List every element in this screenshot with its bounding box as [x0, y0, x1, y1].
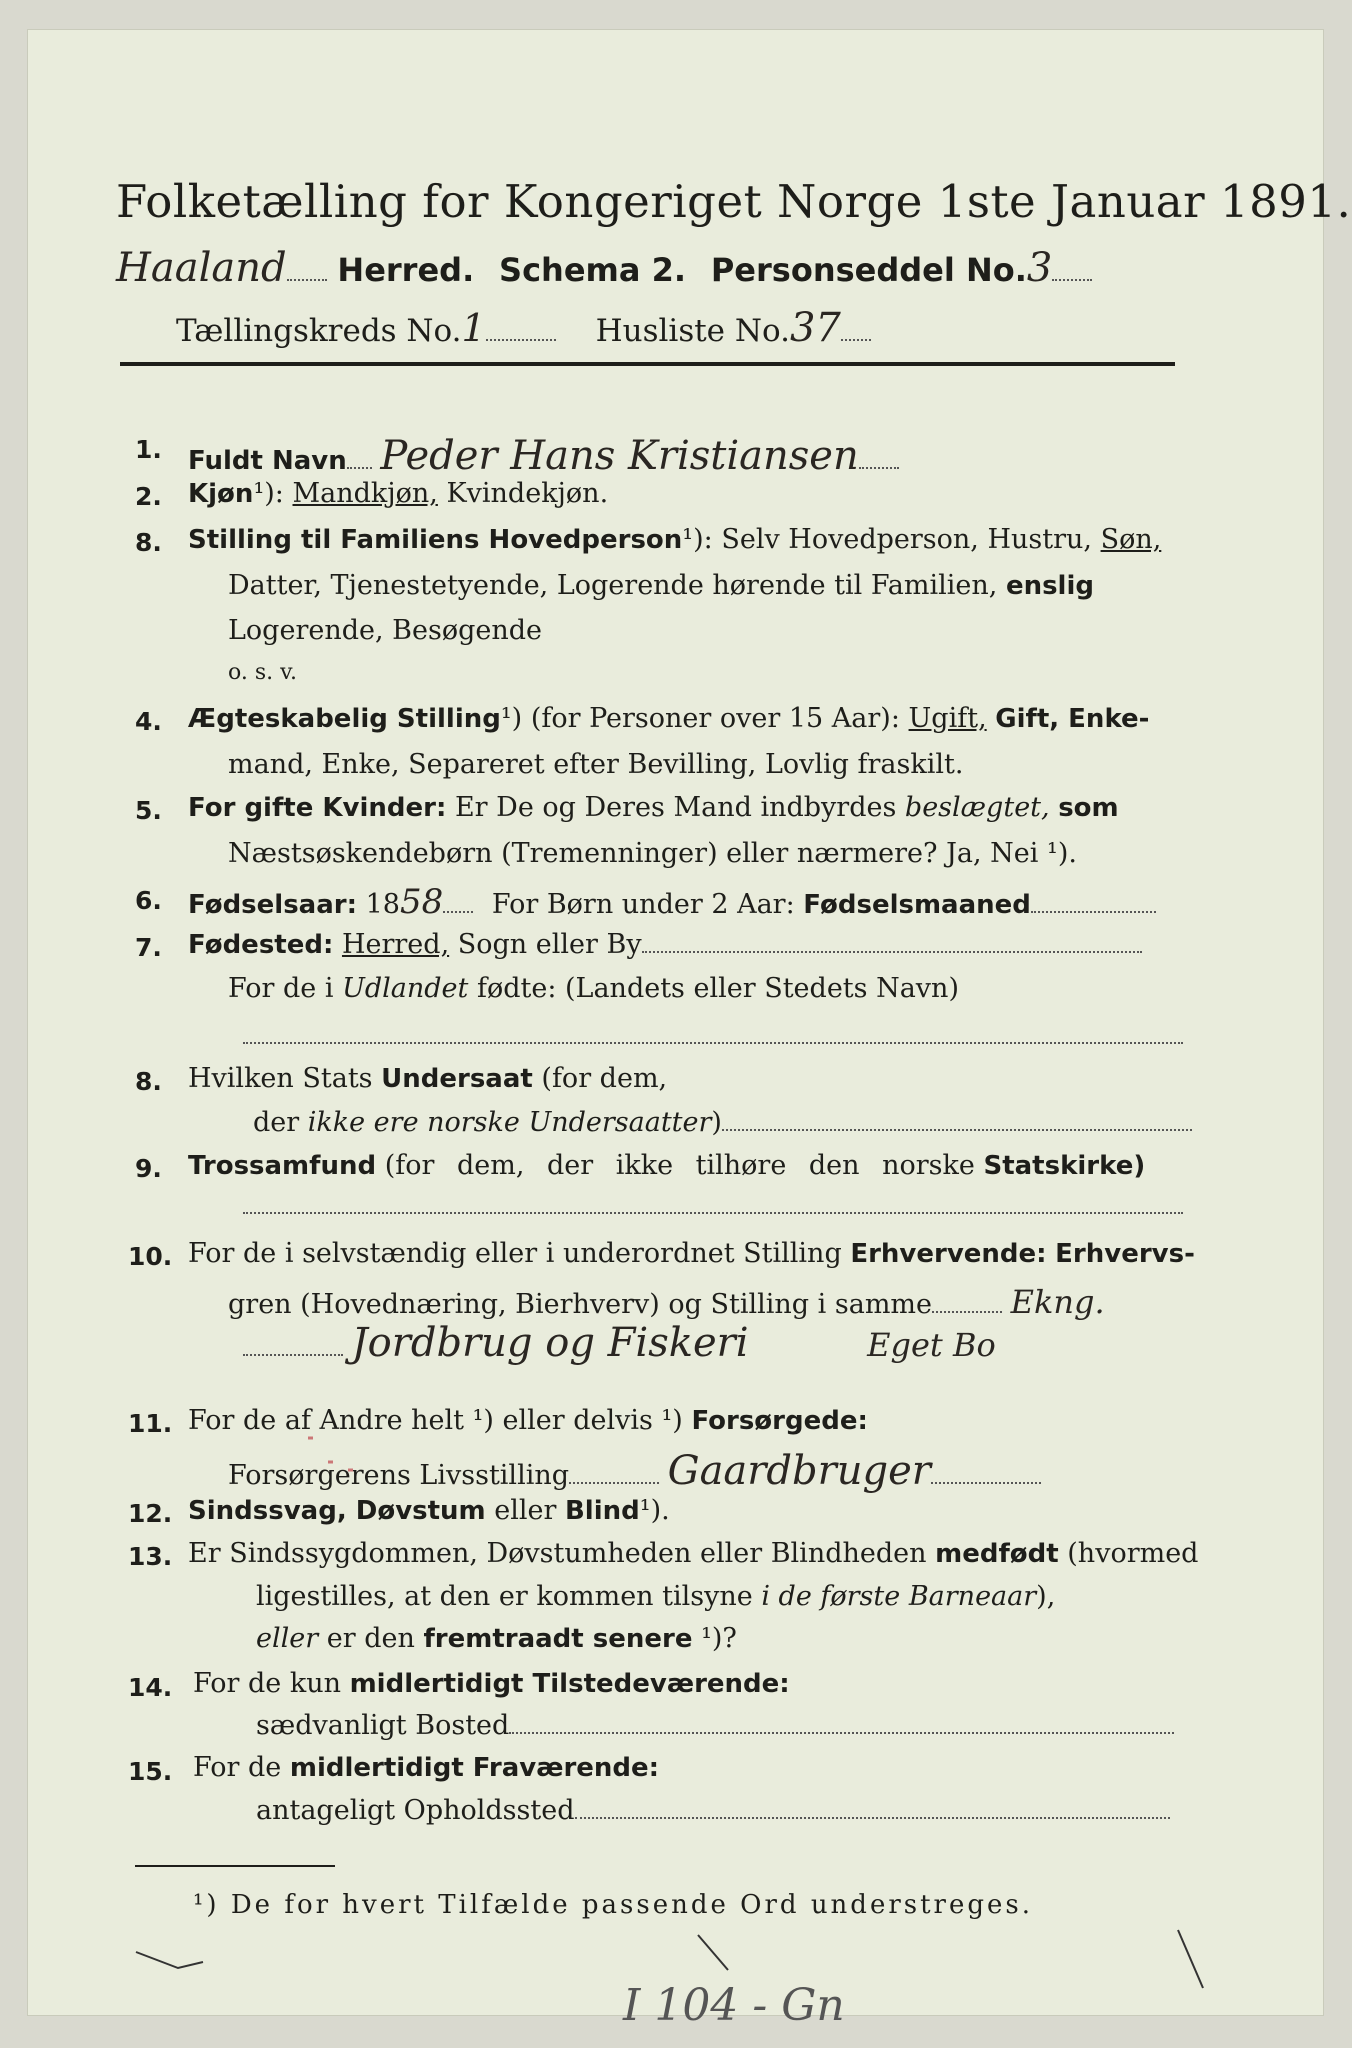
- q8-text-2b: ikke ere norske Undersaatter: [307, 1107, 712, 1138]
- schema-label: Schema 2.: [499, 251, 687, 289]
- q10-hand-3: Eget Bo: [867, 1326, 996, 1364]
- q7-text-2a: For de i: [228, 973, 334, 1004]
- q7-text-2b: Udlandet: [342, 973, 469, 1004]
- q6-text-2: For Børn under 2 Aar:: [491, 889, 795, 920]
- personseddel-no: 3: [1026, 245, 1053, 291]
- q11-text-2: Forsørgerens Livsstilling: [228, 1460, 570, 1491]
- q11-number: 11.: [128, 1409, 173, 1438]
- q11-text-1a: For de af Andre helt ¹) eller delvis ¹): [188, 1405, 683, 1436]
- q3-label: Stilling til Familiens Hovedperson: [188, 525, 683, 555]
- q7-text-2c: fødte: (Landets eller Stedets Navn): [476, 973, 959, 1004]
- q8-text-1a: Hvilken Stats: [188, 1063, 373, 1094]
- q15-text-2: antageligt Opholdssted: [256, 1795, 575, 1826]
- q14-text-1b: midlertidigt Tilstedeværende:: [349, 1669, 790, 1699]
- q3-text-2: Datter, Tjenestetyende, Logerende hørende til Familien,: [228, 570, 998, 601]
- herred-hand: Haaland: [116, 245, 287, 291]
- q2-option-female: Kvindekjøn.: [446, 478, 609, 509]
- q2-label: Kjøn: [188, 479, 254, 509]
- kreds-no: 1: [461, 306, 486, 350]
- husliste-no: 37: [789, 305, 841, 351]
- q7-text-1: Sogn eller By: [457, 929, 642, 960]
- q8-text-2c: ): [711, 1107, 722, 1138]
- q12-text-1: Sindssvag, Døvstum: [188, 1496, 486, 1526]
- q6-label: Fødselsaar:: [188, 890, 357, 920]
- q5-number: 5.: [135, 796, 162, 825]
- herred-label: Herred.: [337, 251, 475, 289]
- q13-number: 13.: [128, 1542, 173, 1571]
- q3-text-1: Selv Hovedperson, Hustru,: [721, 524, 1092, 555]
- q13-text-1c: (hvormed: [1067, 1538, 1199, 1569]
- q4-ugift: Ugift,: [908, 703, 987, 734]
- q13-text-3a: eller: [256, 1623, 319, 1654]
- q13-text-3c: fremtraadt senere: [423, 1624, 693, 1654]
- q4-label: Ægteskabelig Stilling: [188, 704, 501, 734]
- q1-number: 1.: [135, 435, 162, 464]
- q3-number: 8.: [135, 528, 162, 557]
- q4-text-1: (for Personer over 15 Aar):: [530, 703, 900, 734]
- q9-number: 9.: [135, 1154, 162, 1183]
- q11-hand: Gaardbruger: [667, 1448, 931, 1494]
- q6-year-hand: 58: [399, 882, 444, 922]
- q5-text-1b: beslægtet,: [904, 792, 1050, 823]
- q4-number: 4.: [135, 707, 162, 736]
- q11-text-1b: Forsørgede:: [691, 1406, 868, 1436]
- q13-text-2b: i de første Barneaar: [761, 1581, 1037, 1612]
- q12-text-1c: Blind: [564, 1496, 640, 1526]
- q5-text-1c: som: [1058, 793, 1119, 823]
- q13-text-1b: medfødt: [935, 1539, 1059, 1569]
- q5-text-2: Næstsøskendebørn (Tremenninger) eller nærmere? Ja, Nei ¹).: [228, 838, 1077, 869]
- pencil-stroke-mid: [698, 1935, 728, 1970]
- q7-label: Fødested:: [188, 930, 334, 960]
- q13-text-2c: ),: [1036, 1581, 1056, 1612]
- q10-text-1c: Erhvervs-: [1055, 1239, 1195, 1269]
- q3-sup: ¹):: [682, 524, 713, 555]
- q2-sup: ¹):: [253, 478, 284, 509]
- q8-text-2a: der: [253, 1107, 300, 1138]
- q2-option-male: Mandkjøn,: [292, 478, 438, 509]
- q4-text-1b: Gift, Enke-: [995, 704, 1150, 734]
- q3-enslig: enslig: [1005, 571, 1094, 601]
- q9-label: Trossamfund: [188, 1151, 377, 1181]
- q9-text-1: (for dem, der ikke tilhøre den norske: [384, 1150, 975, 1181]
- q14-number: 14.: [128, 1673, 173, 1702]
- q13-text-2a: ligestilles, at den er kommen tilsyne: [256, 1581, 753, 1612]
- q4-sup: ¹): [500, 703, 523, 734]
- margin-note: I 104 - Gn: [623, 1980, 845, 2031]
- q1-answer: Peder Hans Kristiansen: [380, 433, 859, 479]
- pencil-stroke-right: [1178, 1930, 1203, 1988]
- q4-text-2: mand, Enke, Separeret efter Bevilling, Lovlig fraskilt.: [228, 749, 964, 780]
- q8-text-1b: Undersaat: [381, 1064, 533, 1094]
- q3-son: Søn,: [1100, 524, 1162, 555]
- q12-text-1d: ¹).: [639, 1495, 670, 1526]
- q10-hand-2: Jordbrug og Fiskeri: [351, 1320, 749, 1366]
- q15-text-1a: For de: [193, 1752, 282, 1783]
- q6-number: 6.: [135, 886, 162, 915]
- q13-text-1a: Er Sindssygdommen, Døvstumheden eller Blindheden: [188, 1538, 927, 1569]
- q10-text-1b: Erhvervende:: [850, 1239, 1047, 1269]
- form-title: Folketælling for Kongeriget Norge 1ste Januar 1891.: [116, 175, 1352, 228]
- q12-number: 12.: [128, 1499, 173, 1528]
- q15-number: 15.: [128, 1757, 173, 1786]
- q10-hand-1: Ekng.: [1010, 1283, 1105, 1321]
- q7-number: 7.: [135, 933, 162, 962]
- kreds-label: Tællingskreds No.: [176, 313, 462, 349]
- q10-number: 10.: [128, 1242, 173, 1271]
- q10-text-1a: For de i selvstændig eller i underordnet Stilling: [188, 1238, 842, 1269]
- q2-number: 2.: [135, 482, 162, 511]
- q10-text-2: gren (Hovednæring, Bierhverv) og Stilling i samme: [228, 1289, 933, 1320]
- q3-text-3: Logerende, Besøgende: [228, 615, 542, 646]
- q14-text-2: sædvanligt Bosted: [256, 1710, 510, 1741]
- q13-text-3d: ¹)?: [701, 1623, 737, 1654]
- footnote: ¹) De for hvert Tilfælde passende Ord understreges.: [193, 1890, 1034, 1920]
- q6-prefix: 18: [365, 889, 400, 920]
- q3-text-4: o. s. v.: [228, 660, 297, 685]
- q6-fodselsmaaned: Fødselsmaaned: [803, 890, 1031, 920]
- q12-text-1b: eller: [494, 1495, 557, 1526]
- pencil-stroke-left: [136, 1952, 203, 1968]
- personseddel-label: Personseddel No.: [710, 251, 1027, 289]
- q5-label: For gifte Kvinder:: [188, 793, 447, 823]
- q5-text-1a: Er De og Deres Mand indbyrdes: [454, 792, 897, 823]
- red-marks: [308, 1438, 353, 1470]
- q15-text-1b: midlertidigt Fraværende:: [289, 1753, 660, 1783]
- q13-text-3b: er den: [326, 1623, 415, 1654]
- q9-statskirke: Statskirke): [983, 1151, 1146, 1181]
- q8-text-1c: (for dem,: [541, 1063, 668, 1094]
- q14-text-1a: For de kun: [193, 1668, 341, 1699]
- q8-number: 8.: [135, 1067, 162, 1096]
- husliste-label: Husliste No.: [595, 313, 790, 349]
- census-form: [28, 30, 1352, 2031]
- q7-herred: Herred,: [341, 929, 450, 960]
- pencil-marks: [28, 30, 1323, 2015]
- q1-label: Fuldt Navn: [188, 446, 347, 476]
